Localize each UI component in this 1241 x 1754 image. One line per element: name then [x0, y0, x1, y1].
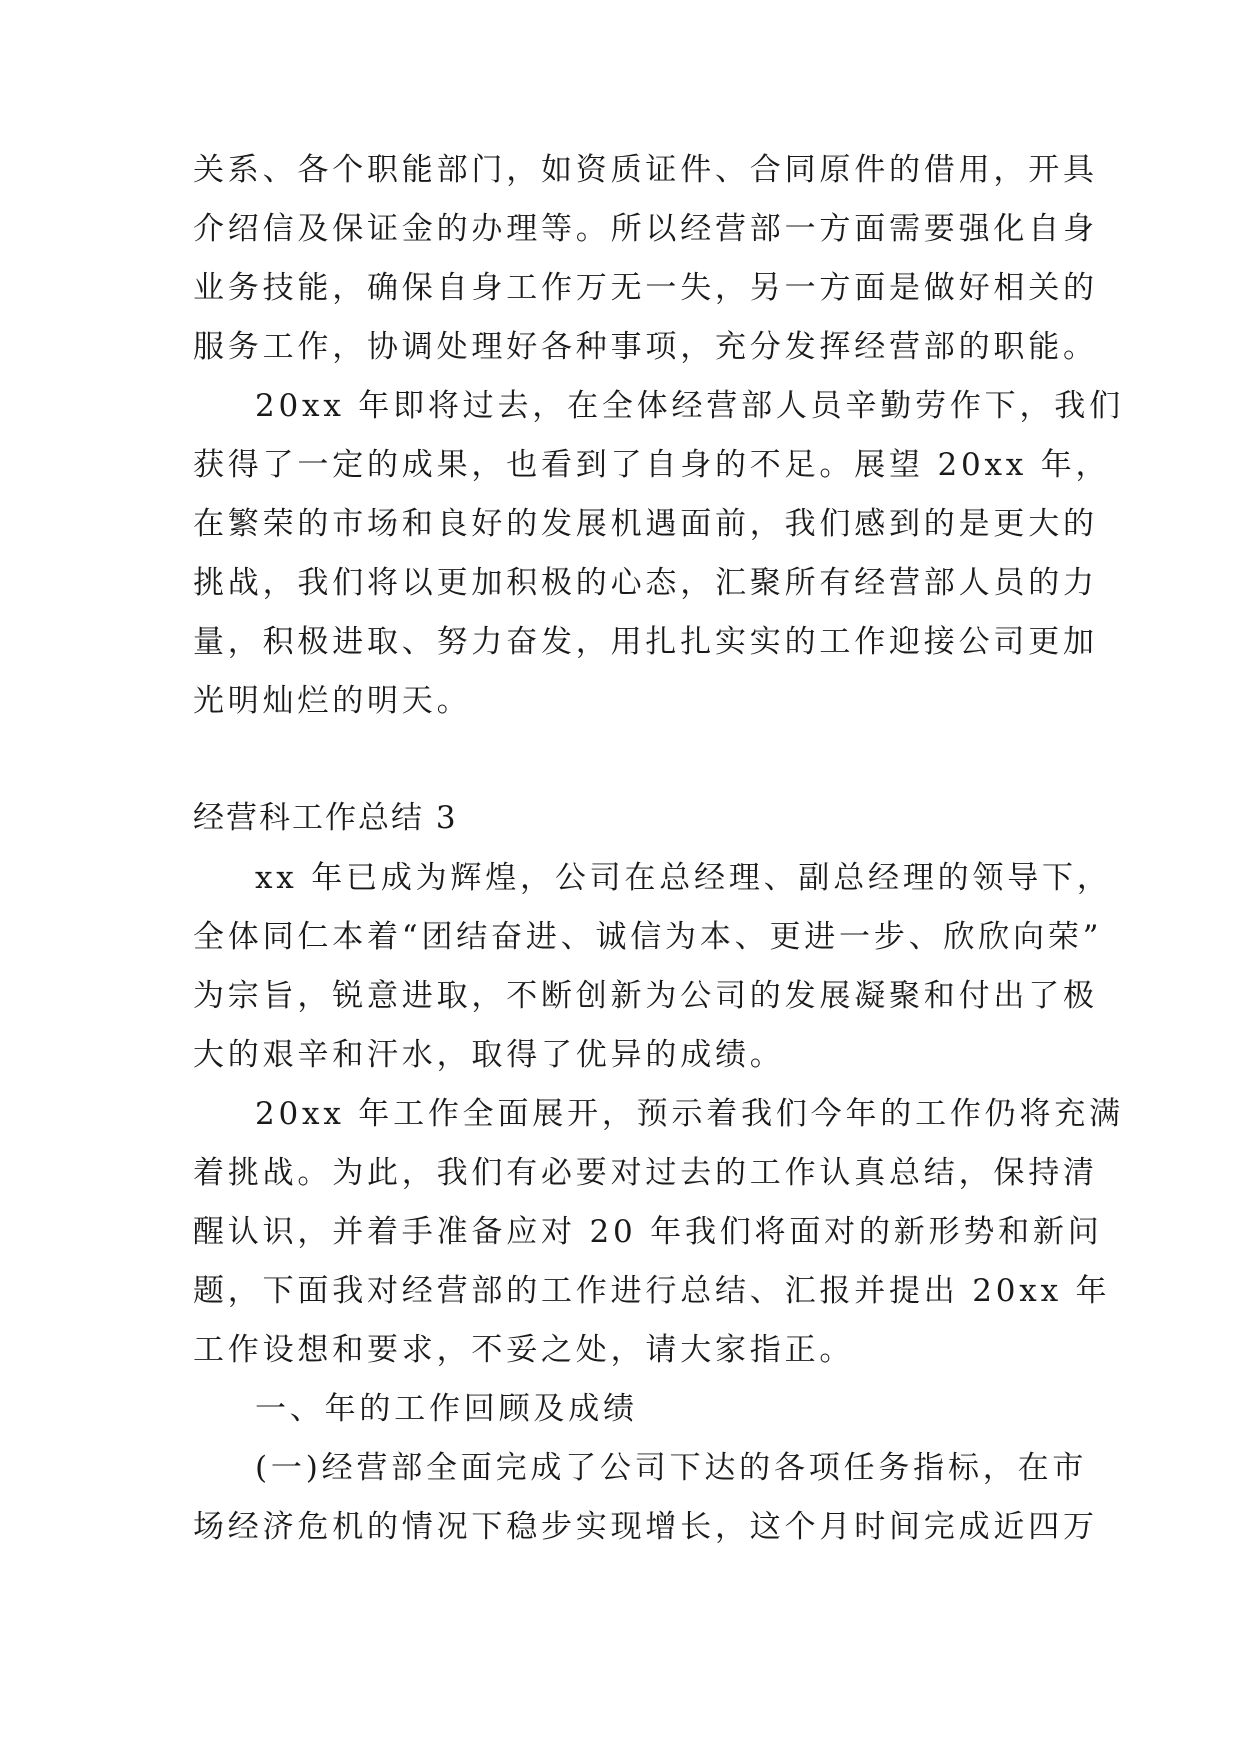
text-line: 场经济危机的情况下稳步实现增长，这个月时间完成近四万	[193, 1509, 1098, 1545]
text-line: 获得了一定的成果，也看到了自身的不足。展望 20xx 年，	[193, 447, 1111, 483]
text-line: xx 年已成为辉煌，公司在总经理、副总经理的领导下，	[255, 860, 1112, 896]
text-line: 业务技能，确保自身工作万无一失，另一方面是做好相关的	[193, 270, 1098, 306]
text-line: 挑战，我们将以更加积极的心态，汇聚所有经营部人员的力	[193, 565, 1098, 601]
text-line: 为宗旨，锐意进取，不断创新为公司的发展凝聚和付出了极	[193, 978, 1098, 1014]
section-title: 经营科工作总结 3	[193, 800, 458, 836]
text-line: 关系、各个职能部门，如资质证件、合同原件的借用，开具	[193, 152, 1098, 188]
text-line: 全体同仁本着“团结奋进、诚信为本、更进一步、欣欣向荣”	[193, 919, 1103, 955]
text-line: 介绍信及保证金的办理等。所以经营部一方面需要强化自身	[193, 211, 1098, 247]
text-line: 20xx 年即将过去，在全体经营部人员辛勤劳作下，我们	[255, 388, 1124, 424]
text-line: (一)经营部全面完成了公司下达的各项任务指标，在市	[255, 1450, 1088, 1486]
text-line: 服务工作，协调处理好各种事项，充分发挥经营部的职能。	[193, 329, 1098, 365]
text-line: 工作设想和要求，不妥之处，请大家指正。	[193, 1332, 855, 1368]
text-line: 光明灿烂的明天。	[193, 683, 472, 719]
subheading: 一、年的工作回顾及成绩	[255, 1391, 638, 1427]
text-line: 在繁荣的市场和良好的发展机遇面前，我们感到的是更大的	[193, 506, 1098, 542]
text-line: 20xx 年工作全面展开，预示着我们今年的工作仍将充满	[255, 1096, 1124, 1132]
text-line: 醒认识，并着手准备应对 20 年我们将面对的新形势和新问	[193, 1214, 1103, 1250]
text-line: 着挑战。为此，我们有必要对过去的工作认真总结，保持清	[193, 1155, 1098, 1191]
text-line: 大的艰辛和汗水，取得了优异的成绩。	[193, 1037, 785, 1073]
text-line: 量，积极进取、努力奋发，用扎扎实实的工作迎接公司更加	[193, 624, 1098, 660]
text-line: 题，下面我对经营部的工作进行总结、汇报并提出 20xx 年	[193, 1273, 1111, 1309]
